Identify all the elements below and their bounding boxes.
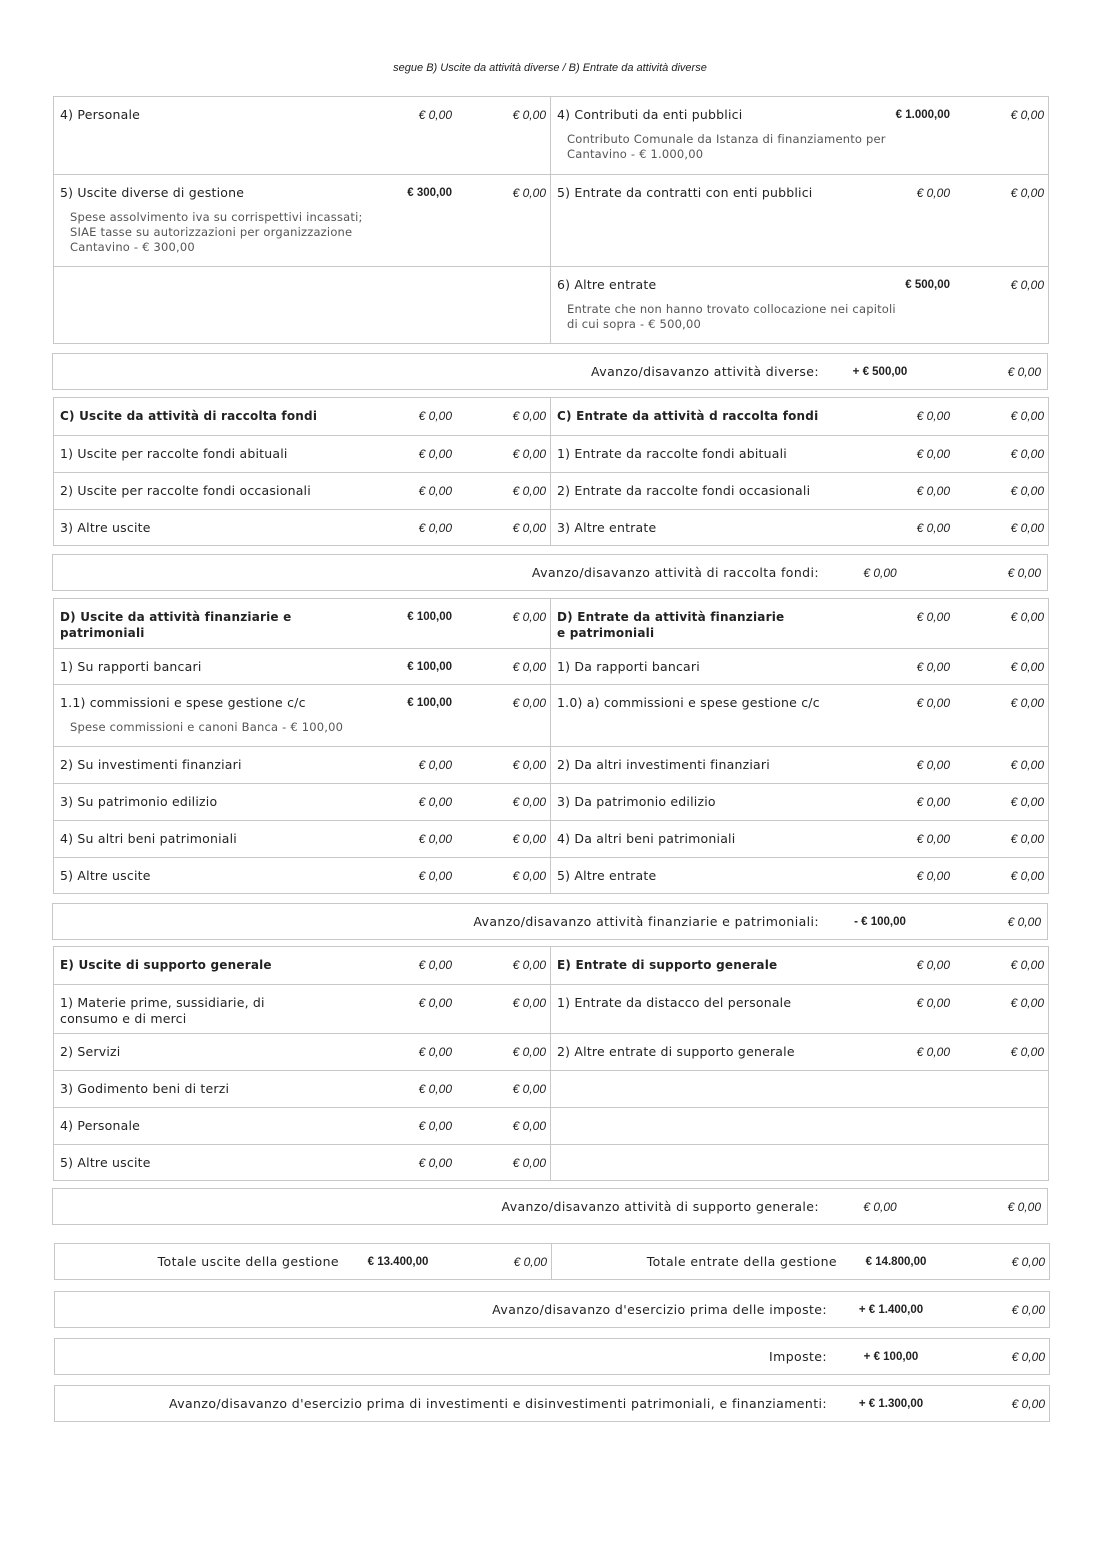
row-label: 1) Entrate da raccolte fondi abituali: [557, 446, 787, 461]
previous-value: € 0,00: [1010, 521, 1044, 535]
previous-value: € 0,00: [512, 996, 546, 1010]
taxes-previous: € 0,00: [1011, 1349, 1045, 1364]
entrate-cell: [551, 685, 1048, 746]
current-value: € 0,00: [418, 108, 452, 122]
uscite-cell: [54, 649, 551, 684]
current-value: € 0,00: [418, 1119, 452, 1133]
current-value: € 100,00: [407, 611, 452, 623]
row-label: 2) Servizi: [60, 1044, 121, 1059]
previous-value: € 0,00: [512, 958, 546, 972]
row-note: Spese assolvimento iva su corrispettivi incassati; SIAE tasse su autorizzazioni per organizzazione Cantavino - € 300,00: [70, 210, 363, 254]
row-note: Spese commissioni e canoni Banca - € 100,00: [70, 720, 344, 734]
page-header: segue B) Uscite da attività diverse / B) Entrate da attività diverse: [393, 62, 707, 74]
empty-cell: [551, 1145, 1048, 1180]
taxes-box: [54, 1338, 1050, 1375]
row-label: C) Uscite da attività di raccolta fondi: [60, 409, 318, 423]
uscite-cell: [54, 510, 551, 545]
final-result-label: Avanzo/disavanzo d'esercizio prima di investimenti e disinvestimenti patrimoniali, e finanziamenti:: [168, 1396, 827, 1411]
previous-value: € 0,00: [1010, 660, 1044, 674]
entrate-cell: [551, 267, 1048, 343]
current-value: € 0,00: [916, 409, 950, 423]
table-row: [54, 266, 1048, 343]
row-label: 1) Entrate da distacco del personale: [557, 995, 792, 1010]
table-row: [54, 1144, 1048, 1180]
table-row: [54, 1033, 1048, 1070]
table-row: [54, 947, 1048, 984]
table-row: [54, 599, 1048, 648]
current-value: € 0,00: [418, 1082, 452, 1096]
entrate-cell: [551, 473, 1048, 509]
summary-current: € 0,00: [863, 565, 897, 580]
previous-value: € 0,00: [1010, 1045, 1044, 1059]
current-value: € 0,00: [916, 521, 950, 535]
previous-value: € 0,00: [512, 1045, 546, 1059]
section-c-table: [53, 397, 1049, 546]
final-result-previous: € 0,00: [1011, 1396, 1045, 1411]
current-value: € 0,00: [916, 610, 950, 624]
uscite-cell: [54, 175, 551, 266]
current-value: € 0,00: [418, 795, 452, 809]
current-value: € 0,00: [418, 1156, 452, 1170]
entrate-cell: [551, 398, 1048, 435]
summary-label: Avanzo/disavanzo attività finanziarie e patrimoniali:: [473, 914, 819, 929]
row-label: D) Uscite da attività finanziarie e patrimoniali: [60, 610, 292, 640]
current-value: € 0,00: [916, 447, 950, 461]
section-b-table: [53, 96, 1049, 344]
empty-cell: [551, 1108, 1048, 1144]
pre-tax-label: Avanzo/disavanzo d'esercizio prima delle imposte:: [492, 1302, 827, 1317]
row-label: 4) Personale: [60, 1118, 141, 1133]
table-row: [54, 648, 1048, 684]
totale-uscite-label: Totale uscite della gestione: [157, 1254, 339, 1269]
table-row: [54, 1107, 1048, 1144]
row-label: 2) Altre entrate di supporto generale: [557, 1044, 795, 1059]
current-value: € 0,00: [418, 958, 452, 972]
row-label: 1.1) commissioni e spese gestione c/c: [60, 695, 306, 710]
table-row: [54, 435, 1048, 472]
entrate-cell: [551, 858, 1048, 893]
entrate-cell: [551, 436, 1048, 472]
uscite-cell: [54, 398, 551, 435]
previous-value: € 0,00: [512, 869, 546, 883]
row-label: 4) Da altri beni patrimoniali: [557, 831, 736, 846]
row-label: 1) Uscite per raccolte fondi abituali: [60, 446, 288, 461]
previous-value: € 0,00: [512, 832, 546, 846]
summary-current: - € 100,00: [854, 915, 906, 928]
previous-value: € 0,00: [1010, 108, 1044, 122]
summary-box: [52, 1188, 1048, 1225]
previous-value: € 0,00: [512, 1156, 546, 1170]
current-value: € 0,00: [418, 996, 452, 1010]
entrate-cell: [551, 947, 1048, 984]
previous-value: € 0,00: [512, 660, 546, 674]
row-label: 6) Altre entrate: [557, 277, 657, 292]
row-label: 2) Uscite per raccolte fondi occasionali: [60, 483, 311, 498]
uscite-cell: [54, 784, 551, 820]
totale-entrate-cell: [552, 1244, 1049, 1279]
current-value: € 0,00: [916, 1045, 950, 1059]
section-e-table: [53, 946, 1049, 1181]
uscite-cell: [54, 1034, 551, 1070]
table-row: [54, 857, 1048, 893]
previous-value: € 0,00: [1010, 869, 1044, 883]
row-label: 5) Altre uscite: [60, 1155, 151, 1170]
current-value: € 0,00: [418, 447, 452, 461]
previous-value: € 0,00: [512, 409, 546, 423]
final-result-box: [54, 1385, 1050, 1422]
row-label: 3) Da patrimonio edilizio: [557, 794, 716, 809]
entrate-cell: [551, 784, 1048, 820]
current-value: € 0,00: [916, 696, 950, 710]
totals-box: [54, 1243, 1050, 1280]
current-value: € 0,00: [916, 660, 950, 674]
previous-value: € 0,00: [1010, 484, 1044, 498]
uscite-cell: [54, 685, 551, 746]
row-label: 4) Contributi da enti pubblici: [557, 107, 743, 122]
current-value: € 100,00: [407, 697, 452, 709]
row-label: 3) Su patrimonio edilizio: [60, 794, 218, 809]
totale-uscite-cell: [55, 1244, 552, 1279]
current-value: € 0,00: [916, 996, 950, 1010]
previous-value: € 0,00: [512, 696, 546, 710]
taxes-label: Imposte:: [769, 1349, 827, 1364]
current-value: € 0,00: [418, 1045, 452, 1059]
summary-current: + € 500,00: [852, 365, 908, 378]
current-value: € 100,00: [407, 661, 452, 673]
uscite-cell: [54, 473, 551, 509]
row-label: 5) Altre entrate: [557, 868, 657, 883]
table-row: [54, 509, 1048, 545]
summary-current: € 0,00: [863, 1199, 897, 1214]
table-row: [54, 398, 1048, 435]
previous-value: € 0,00: [1010, 996, 1044, 1010]
row-label: D) Entrate da attività finanziarie e patrimoniali: [557, 610, 785, 640]
row-label: 4) Personale: [60, 107, 141, 122]
summary-previous: € 0,00: [1007, 364, 1041, 379]
entrate-cell: [551, 747, 1048, 783]
current-value: € 0,00: [418, 409, 452, 423]
row-label: 2) Entrate da raccolte fondi occasionali: [557, 483, 811, 498]
entrate-cell: [551, 97, 1048, 174]
totale-uscite-current: € 13.400,00: [367, 1255, 429, 1268]
uscite-cell: [54, 1108, 551, 1144]
uscite-cell: [54, 1145, 551, 1180]
table-row: [54, 174, 1048, 266]
row-label: 2) Su investimenti finanziari: [60, 757, 242, 772]
uscite-cell: [54, 599, 551, 648]
table-row: [54, 984, 1048, 1033]
current-value: € 500,00: [905, 279, 950, 291]
table-row: [54, 746, 1048, 783]
previous-value: € 0,00: [1010, 278, 1044, 292]
current-value: € 0,00: [418, 869, 452, 883]
row-label: 2) Da altri investimenti finanziari: [557, 757, 770, 772]
previous-value: € 0,00: [512, 186, 546, 200]
row-label: 1.0) a) commissioni e spese gestione c/c: [557, 695, 820, 710]
current-value: € 0,00: [916, 795, 950, 809]
totale-entrate-label: Totale entrate della gestione: [646, 1254, 837, 1269]
entrate-cell: [551, 510, 1048, 545]
previous-value: € 0,00: [1010, 758, 1044, 772]
uscite-cell: [54, 947, 551, 984]
pre-tax-previous: € 0,00: [1011, 1302, 1045, 1317]
summary-previous: € 0,00: [1007, 914, 1041, 929]
table-row: [54, 684, 1048, 746]
row-label: 5) Altre uscite: [60, 868, 151, 883]
current-value: € 0,00: [418, 484, 452, 498]
row-label: 1) Da rapporti bancari: [557, 659, 700, 674]
current-value: € 300,00: [407, 187, 452, 199]
row-label: 3) Altre uscite: [60, 520, 151, 535]
entrate-cell: [551, 649, 1048, 684]
uscite-cell: [54, 858, 551, 893]
row-note: Contributo Comunale da Istanza di finanziamento per Cantavino - € 1.000,00: [567, 132, 886, 161]
row-label: 3) Godimento beni di terzi: [60, 1081, 230, 1096]
previous-value: € 0,00: [512, 758, 546, 772]
entrate-cell: [551, 985, 1048, 1033]
current-value: € 0,00: [418, 832, 452, 846]
row-note: Entrate che non hanno trovato collocazione nei capitoli di cui sopra - € 500,00: [567, 302, 896, 331]
entrate-cell: [551, 175, 1048, 266]
current-value: € 1.000,00: [895, 109, 950, 121]
taxes-current: + € 100,00: [863, 1350, 919, 1363]
pre-tax-current: + € 1.400,00: [858, 1303, 924, 1316]
row-label: 5) Uscite diverse di gestione: [60, 185, 245, 200]
current-value: € 0,00: [916, 869, 950, 883]
entrate-cell: [551, 821, 1048, 857]
empty-cell: [54, 267, 551, 343]
summary-label: Avanzo/disavanzo attività di raccolta fondi:: [531, 565, 819, 580]
summary-box: [52, 554, 1048, 591]
entrate-cell: [551, 599, 1048, 648]
previous-value: € 0,00: [1010, 447, 1044, 461]
previous-value: € 0,00: [512, 1082, 546, 1096]
summary-label: Avanzo/disavanzo attività di supporto generale:: [501, 1199, 819, 1214]
current-value: € 0,00: [418, 521, 452, 535]
summary-previous: € 0,00: [1007, 1199, 1041, 1214]
previous-value: € 0,00: [1010, 409, 1044, 423]
previous-value: € 0,00: [512, 108, 546, 122]
summary-box: [52, 353, 1048, 390]
uscite-cell: [54, 436, 551, 472]
previous-value: € 0,00: [1010, 610, 1044, 624]
current-value: € 0,00: [916, 832, 950, 846]
row-label: 4) Su altri beni patrimoniali: [60, 831, 237, 846]
current-value: € 0,00: [916, 186, 950, 200]
current-value: € 0,00: [916, 958, 950, 972]
table-row: [54, 783, 1048, 820]
totale-entrate-current: € 14.800,00: [865, 1255, 927, 1268]
section-d-table: [53, 598, 1049, 894]
uscite-cell: [54, 97, 551, 174]
uscite-cell: [54, 985, 551, 1033]
final-result-current: + € 1.300,00: [858, 1397, 924, 1410]
uscite-cell: [54, 747, 551, 783]
previous-value: € 0,00: [512, 610, 546, 624]
summary-box: [52, 903, 1048, 940]
previous-value: € 0,00: [512, 1119, 546, 1133]
table-row: [54, 97, 1048, 174]
row-label: 5) Entrate da contratti con enti pubblici: [557, 185, 813, 200]
current-value: € 0,00: [418, 758, 452, 772]
previous-value: € 0,00: [1010, 958, 1044, 972]
totale-entrate-previous: € 0,00: [1011, 1254, 1045, 1269]
row-label: E) Entrate di supporto generale: [557, 958, 778, 972]
row-label: 1) Su rapporti bancari: [60, 659, 202, 674]
previous-value: € 0,00: [512, 447, 546, 461]
totale-uscite-previous: € 0,00: [513, 1254, 547, 1269]
previous-value: € 0,00: [1010, 696, 1044, 710]
current-value: € 0,00: [916, 758, 950, 772]
pre-tax-box: [54, 1291, 1050, 1328]
row-label: 3) Altre entrate: [557, 520, 657, 535]
empty-cell: [551, 1071, 1048, 1107]
uscite-cell: [54, 821, 551, 857]
previous-value: € 0,00: [512, 521, 546, 535]
previous-value: € 0,00: [512, 484, 546, 498]
previous-value: € 0,00: [1010, 186, 1044, 200]
row-label: 1) Materie prime, sussidiarie, di consumo e di merci: [60, 995, 265, 1026]
uscite-cell: [54, 1071, 551, 1107]
previous-value: € 0,00: [1010, 795, 1044, 809]
summary-previous: € 0,00: [1007, 565, 1041, 580]
current-value: € 0,00: [916, 484, 950, 498]
row-label: C) Entrate da attività d raccolta fondi: [557, 409, 819, 423]
previous-value: € 0,00: [512, 795, 546, 809]
summary-label: Avanzo/disavanzo attività diverse:: [591, 364, 819, 379]
table-row: [54, 820, 1048, 857]
entrate-cell: [551, 1034, 1048, 1070]
row-label: E) Uscite di supporto generale: [60, 958, 272, 972]
previous-value: € 0,00: [1010, 832, 1044, 846]
table-row: [54, 472, 1048, 509]
table-row: [54, 1070, 1048, 1107]
